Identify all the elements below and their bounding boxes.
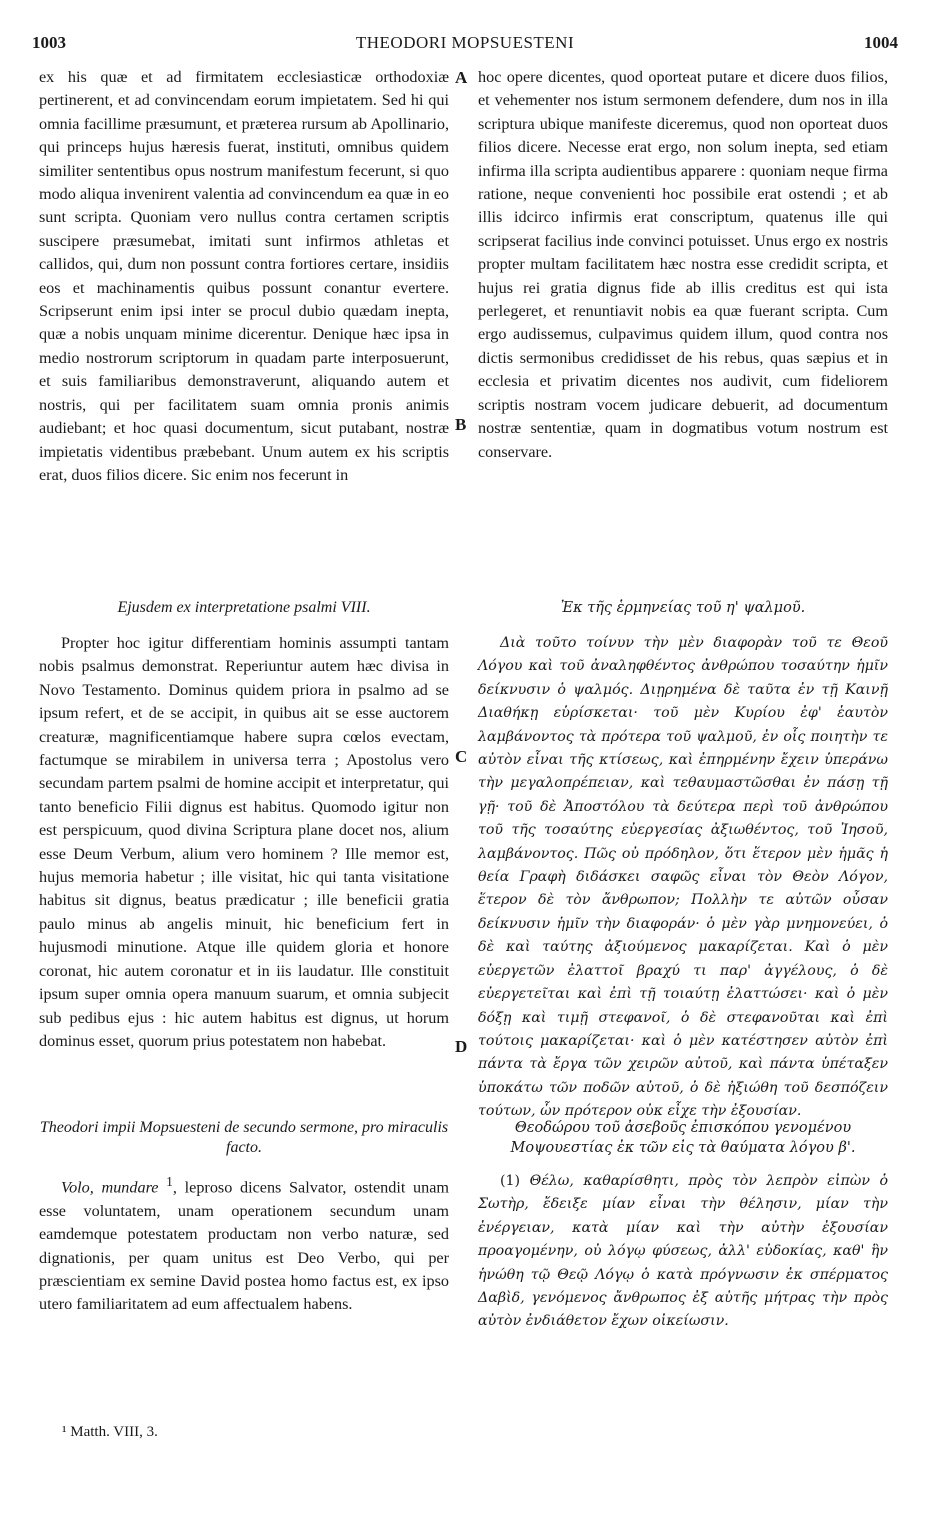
section3-latin-text: , leproso dicens Salvator, ostendit unam esse voluntatem, unam operationem secundum unam eamdemque potestatem productam non verbo naturæ, sed dignationis, per quam unitus est Deo Verbo, qui per præscientiam ex semine David postea homo factus est, ex ipso utero familiaritatem ad eum affectualem habens. (39, 1178, 450, 1314)
margin-marker-c: C (455, 747, 468, 766)
running-header (32, 33, 898, 55)
section3-greek-paragraph (478, 1170, 888, 1334)
greek-quotation-lead: Θέλω, καθαρίσθητι (529, 1173, 675, 1189)
section3-latin-paragraph (39, 1170, 449, 1317)
section2-latin-column (39, 598, 449, 1053)
section2-greek-heading: Ἐκ τῆς ἑρμηνείας τοῦ η' ψαλμοῦ. (560, 600, 806, 616)
footnote-mark: ¹ (62, 1424, 67, 1440)
section1-latin-column (39, 66, 449, 487)
section1-latin-text-right: hoc opere dicentes, quod oporteat putare et dicere duos filios, et vehementer nos istum sermonem defendere, dum nos in illa scriptura ubique manifeste diceremus, quod non oporteat duos filios dicere. Necesse erat ergo, non solum inepta, sed etiam infirma illa scripta audientibus apparere : quoniam neque firma ratione, neque convenienti hoc possibile erat ostendi ; et ab illis idcirco infirmis erat conscriptum, quatenus ille qui scripserat facilius inde convinci potuisset. Unus ergo ex nostris propter multam facilitatem hæc nostra esse credidit scripta, et hujus rei gratia dignus fide ab illis creditus est qui ista perlegeret, et renuntiavit nobis ea quæ fuerant scripta. Cum ergo audissemus, culpavimus quidem illum, quod contra nos dictis sermonibus credidisset de his rebus, quas sæpius et in ecclesia et privatim dicentes nos audivit, cum fideliorem scriptis nostram vocem judicare debuerit, ad documentum nostræ sententiæ, quam in dogmatibus votum nostrum est conservare. (478, 68, 888, 461)
section2-latin-heading: Ejusdem ex interpretatione psalmi VIII. (117, 599, 371, 616)
section3-latin-column (39, 1118, 449, 1317)
running-title: THEODORI MOPSUESTENI (355, 33, 575, 52)
section3-greek-column (478, 1118, 888, 1334)
footnote-ref: 1 (166, 1174, 173, 1189)
left-column-number: 1003 (32, 33, 66, 52)
quotation-lead: Volo, mundare (61, 1178, 159, 1197)
margin-marker-d: D (455, 1037, 468, 1056)
section1-latin-column-right (478, 66, 888, 464)
margin-marker-a: A (455, 68, 468, 87)
section1-latin-text: ex his quæ et ad firmitatem ecclesiasticæ orthodoxiæ pertinerent, et ad convincendam eorum impietatem. Sed hi qui omnia facillime præsumunt, et præterea rursum ab Apollinario, qui princeps hujus hæresis fuerat, instituti, omnibus quidem similiter sententibus opus nostrum manifestum fecerunt, si quo modo aliqua invenirent valentia ad convincendum ea quæ in eo sunt scripta. Quoniam vero nullus contra certamen scriptis suscipere præsumebat, imitati sunt infirmos athletas et callidos, qui, dum non possunt contra fortiores certare, insidiis eos et machinamentis quibus possunt conantur evertere. Scripserunt enim ipsi inter se procul dubio quædam inepta, quæ a nobis unquam minime dicerentur. Denique hæc ipsa in medio nostrorum scriptorum in quadam parte interposuerunt, et suis familiaribus demonstraverunt, aliquando autem et nostris, qui per facilitatem suam omnia pronis animis audiebant; et hoc quasi documentum, sicut putabant, nostræ impietatis videntibus præbebant. Unum autem ex his scriptis erat, duos filios dicere. Sic enim nos fecerunt in (39, 68, 449, 484)
margin-marker-b: B (455, 415, 467, 434)
section2-greek-text: Διὰ τοῦτο τοίνυν τὴν μὲν διαφορὰν τοῦ τε Θεοῦ Λόγου καὶ τοῦ ἀναληφθέντος ἀνθρώπου τοσαύτην ἡμῖν δείκνυσιν ὁ ψαλμός. Διῃρημένα δὲ ταῦτα ἐν τῇ Καινῇ Διαθήκῃ εὑρίσκεται· τοῦ μὲν Κυρίου ἐφ' ἑαυτὸν λαμβάνοντος τὰ πρότερα τοῦ ψαλμοῦ, ἐν οἷς ποιητὴν τε αὐτὸν εἶναι τῆς κτίσεως, καὶ ἐπηρμένην ἔχειν ὑπεράνω τὴν μεγαλοπρέπειαν, καὶ τεθαυμαστῶσθαι ἐν πάσῃ τῇ γῇ· τοῦ δὲ Ἀποστόλου τὰ δεύτερα περὶ τοῦ ἀνθρώπου τοῦ τῆς τοσαύτης εὐεργεσίας ἀξιωθέντος, τοῦ Ἰησοῦ, λαμβάνοντος. Πῶς οὐ πρόδηλον, ὅτι ἕτερον μὲν ἡμᾶς ἡ θεία Γραφὴ διδάσκει σαφῶς εἶναι τὸν Θεὸν Λόγον, ἕτερον δὲ τὸν ἄνθρωπον; Πολλὴν τε αὐτῶν οὖσαν δείκνυσιν ἡμῖν τὴν διαφοράν· ὁ μὲν γὰρ μνημονεύει, ὁ δὲ καὶ ταύτης ἀξιούμενος μακαρίζεται. Καὶ ὁ μὲν εὐεργετῶν ἐλαττοῖ βραχύ τι παρ' ἀγγέλους, ὁ δὲ εὐεργετεῖται καὶ ἐπὶ τῇ τοιαύτῃ ἐλαττώσει· καὶ ὁ μὲν δόξῃ καὶ τιμῇ στεφανοῖ, ὁ δὲ στεφανοῦται καὶ ἐπὶ τούτοις μακαρίζεται· καὶ ὁ μὲν κατέστησεν αὐτὸν ἐπὶ πάντα τὰ ἔργα τῶν χειρῶν αὐτοῦ, καὶ πάντα ὑπέταξεν ὑποκάτω τῶν ποδῶν αὐτοῦ, ὁ δὲ ἠξιώθη τοῦ δεσπόζειν τούτων, ὧν πρότερον οὐκ εἶχε τὴν ἐξουσίαν. (478, 635, 888, 1120)
section3-latin-heading: Theodori impii Mopsuesteni de secundo sermone, pro miraculis facto. (39, 1119, 449, 1156)
section2-greek-column (478, 598, 888, 1124)
footnote-text: Matth. VIII, 3. (70, 1424, 158, 1440)
paragraph-number: (1) (500, 1173, 521, 1189)
section2-latin-text: Propter hoc igitur differentiam hominis assumpti tantam nobis psalmus demonstrat. Reperiuntur autem hæc divisa in Novo Testamento. Dominus quidem priora in psalmo ad se ipsum refert, et de se accipit, in quibus ait se esse auctorem creaturæ, magnificentiamque habere supra cœlos evectam, factumque se mirabilem in universa terra ; Apostolus vero secundam partem psalmi de homine accipit et interpretatur, qui tanto beneficio Filii dignus est habitus. Quomodo igitur non est perspicuum, quod divina Scriptura plane docet nos, alium esse Deum Verbum, alium vero hominem ? Ille memor est, hujus memoria habetur ; ille visitat, hic qui tanta visitatione habitus sit dignus, beatus prædicatur ; ille beneficii gratia paulo minus ab angelis minuit, hic beneficium fert in hujusmodi minutione. Atque ille quidem gloria et honore coronat, hic autem coronatur et in iis laudatur. Ille constituit ipsum super omnia opera manuum suarum, et omnia subjecit sub pedibus ejus : hic autem habitus est dignus, ut horum dominus esset, quorum prius potestatem non habebat. (39, 634, 449, 1050)
section3-greek-heading: Θεοδώρου τοῦ ἀσεβοῦς ἐπισκόπου γενομένου Μοψουεστίας ἐκ τῶν εἰς τὰ θαύματα λόγου β'. (510, 1120, 856, 1156)
section3-greek-text: , πρὸς τὸν λεπρὸν εἰπὼν ὁ Σωτὴρ, ἔδειξε μίαν εἶναι τὴν θέλησιν, μίαν τὴν ἐνέργειαν, κατὰ μίαν καὶ τὴν αὐτὴν ἐξουσίαν προαγομένην, οὐ λόγῳ φύσεως, ἀλλ' εὐδοκίας, καθ' ἣν ἡνώθη τῷ Θεῷ Λόγῳ ὁ κατὰ πρόγνωσιν ἐκ σπέρματος Δαβὶδ, γενόμενος ἄνθρωπος ἐξ αὐτῆς μήτρας τὴν πρὸς αὐτὸν ἐνδιάθετον ἔχων οἰκείωσιν. (478, 1173, 888, 1330)
footnote (62, 1424, 158, 1441)
right-column-number: 1004 (864, 33, 898, 52)
